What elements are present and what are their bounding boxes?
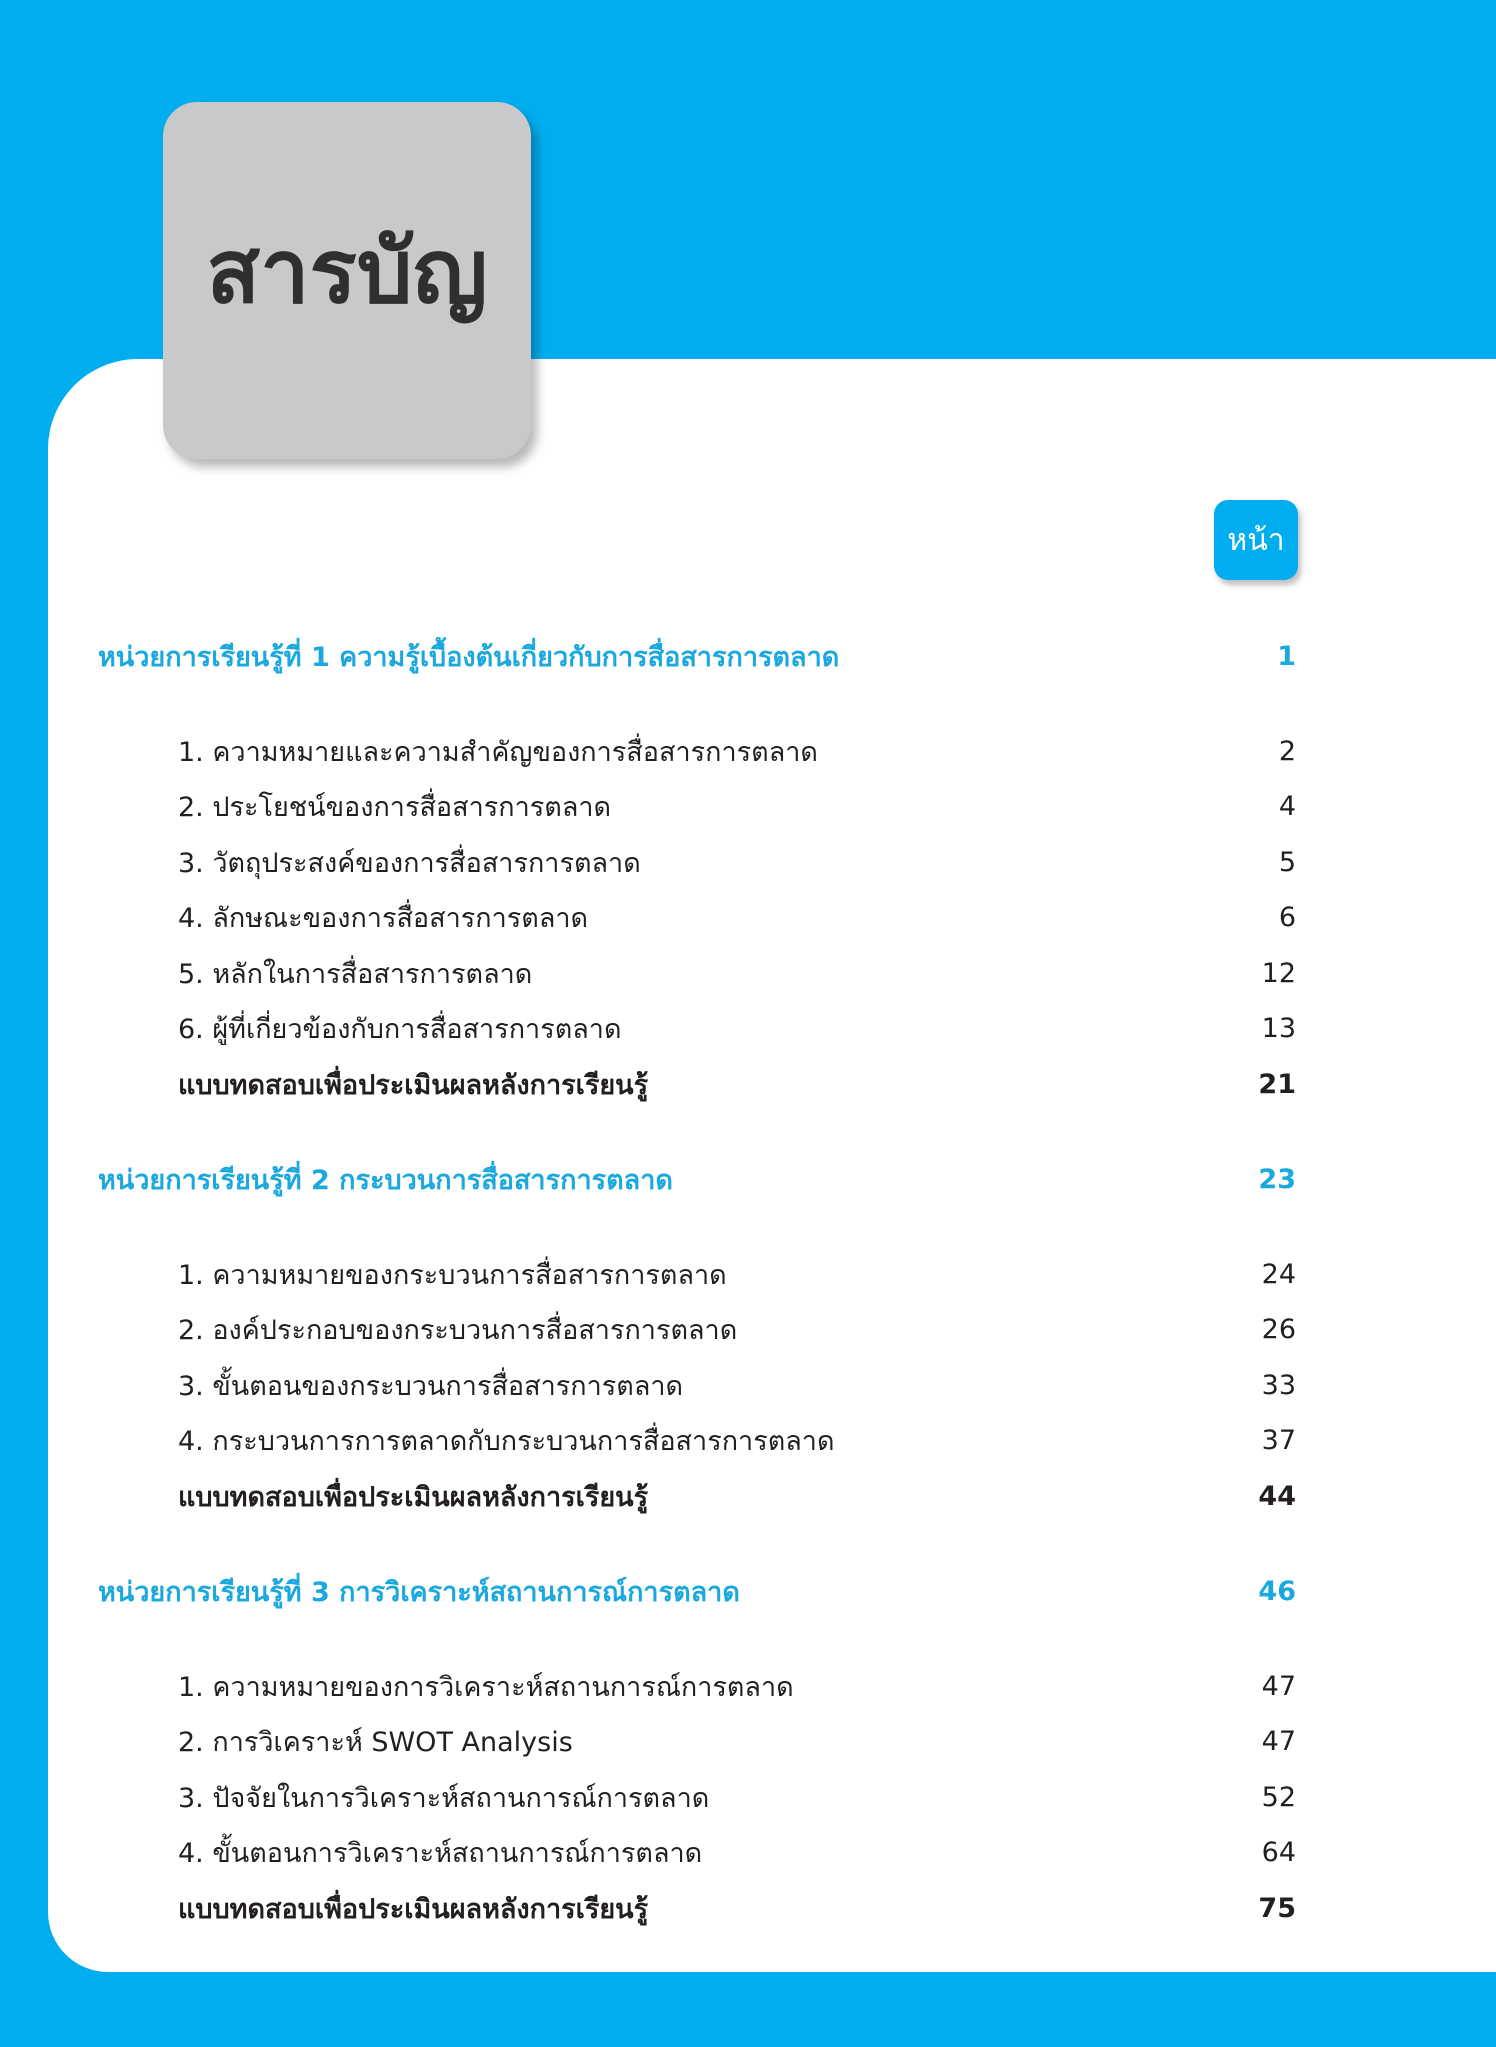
unit-heading-2[interactable] [98,1156,1296,1202]
toc-item-page: 33 [1261,1369,1296,1401]
toc-item-page: 52 [1261,1781,1296,1813]
toc-item-label: 4. ขั้นตอนการวิเคราะห์สถานการณ์การตลาด [178,1837,703,1869]
unit-title: หน่วยการเรียนรู้ที่ 2 กระบวนการสื่อสารการตลาด [98,1164,673,1196]
toc-item-label: 5. หลักในการสื่อสารการตลาด [178,958,533,990]
toc-item[interactable] [178,728,1296,774]
unit-title: หน่วยการเรียนรู้ที่ 1 ความรู้เบื้องต้นเกี่ยวกับการสื่อสารการตลาด [98,641,840,673]
toc-item-label: 2. องค์ประกอบของกระบวนการสื่อสารการตลาด [178,1314,738,1346]
toc-test-item[interactable] [178,1061,1296,1107]
toc-item-page: 13 [1261,1012,1296,1044]
page-column-badge: หน้า [1214,500,1298,580]
toc-item-label: 1. ความหมายของการวิเคราะห์สถานการณ์การตลาด [178,1671,794,1703]
toc-item-page: 5 [1278,846,1296,878]
toc-item[interactable] [178,1362,1296,1408]
toc-item-label: 4. ลักษณะของการสื่อสารการตลาด [178,902,589,934]
toc-item[interactable] [178,1417,1296,1463]
toc-item-page: 47 [1261,1725,1296,1757]
toc-item-page: 24 [1261,1258,1296,1290]
toc-item-label: 2. การวิเคราะห์ SWOT Analysis [178,1726,573,1758]
toc-item-page: 4 [1278,790,1296,822]
toc-item-label: 3. ขั้นตอนของกระบวนการสื่อสารการตลาด [178,1370,684,1402]
unit-heading-3[interactable] [98,1568,1296,1614]
unit-page: 1 [1277,640,1296,672]
toc-item-page: 21 [1258,1068,1296,1100]
toc-item-label: แบบทดสอบเพื่อประเมินผลหลังการเรียนรู้ [178,1893,649,1925]
toc-item-label: 1. ความหมายและความสำคัญของการสื่อสารการตลาด [178,736,818,768]
toc-test-item[interactable] [178,1885,1296,1931]
toc-item-label: แบบทดสอบเพื่อประเมินผลหลังการเรียนรู้ [178,1481,649,1513]
unit-title: หน่วยการเรียนรู้ที่ 3 การวิเคราะห์สถานการณ์การตลาด [98,1576,740,1608]
toc-item[interactable] [178,894,1296,940]
title-box [163,102,531,459]
toc-item[interactable] [178,1251,1296,1297]
toc-item-label: 3. ปัจจัยในการวิเคราะห์สถานการณ์การตลาด [178,1782,710,1814]
toc-item-page: 47 [1261,1670,1296,1702]
toc-item[interactable] [178,1005,1296,1051]
toc-item-page: 75 [1258,1892,1296,1924]
toc-item[interactable] [178,1718,1296,1764]
unit-page: 46 [1258,1575,1296,1607]
toc-item[interactable] [178,1663,1296,1709]
toc-item-page: 2 [1278,735,1296,767]
toc-item-label: แบบทดสอบเพื่อประเมินผลหลังการเรียนรู้ [178,1069,649,1101]
toc-item[interactable] [178,1774,1296,1820]
toc-item[interactable] [178,839,1296,885]
toc-item-page: 44 [1258,1480,1296,1512]
toc-item-label: 6. ผู้ที่เกี่ยวข้องกับการสื่อสารการตลาด [178,1013,622,1045]
toc-item-page: 12 [1261,957,1296,989]
toc-item-label: 2. ประโยชน์ของการสื่อสารการตลาด [178,791,612,823]
toc-item-page: 26 [1261,1313,1296,1345]
toc-item[interactable] [178,1306,1296,1352]
toc-item-page: 6 [1278,901,1296,933]
toc-test-item[interactable] [178,1473,1296,1519]
page-title: สารบัญ [206,219,488,323]
toc-item[interactable] [178,783,1296,829]
unit-heading-1[interactable] [98,633,1296,679]
unit-page: 23 [1258,1163,1296,1195]
toc-item-label: 1. ความหมายของกระบวนการสื่อสารการตลาด [178,1259,727,1291]
toc-item[interactable] [178,950,1296,996]
toc-item-page: 64 [1261,1836,1296,1868]
toc-item-label: 3. วัตถุประสงค์ของการสื่อสารการตลาด [178,847,641,879]
toc-item[interactable] [178,1829,1296,1875]
toc-item-page: 37 [1261,1424,1296,1456]
toc-item-label: 4. กระบวนการการตลาดกับกระบวนการสื่อสารการตลาด [178,1425,835,1457]
